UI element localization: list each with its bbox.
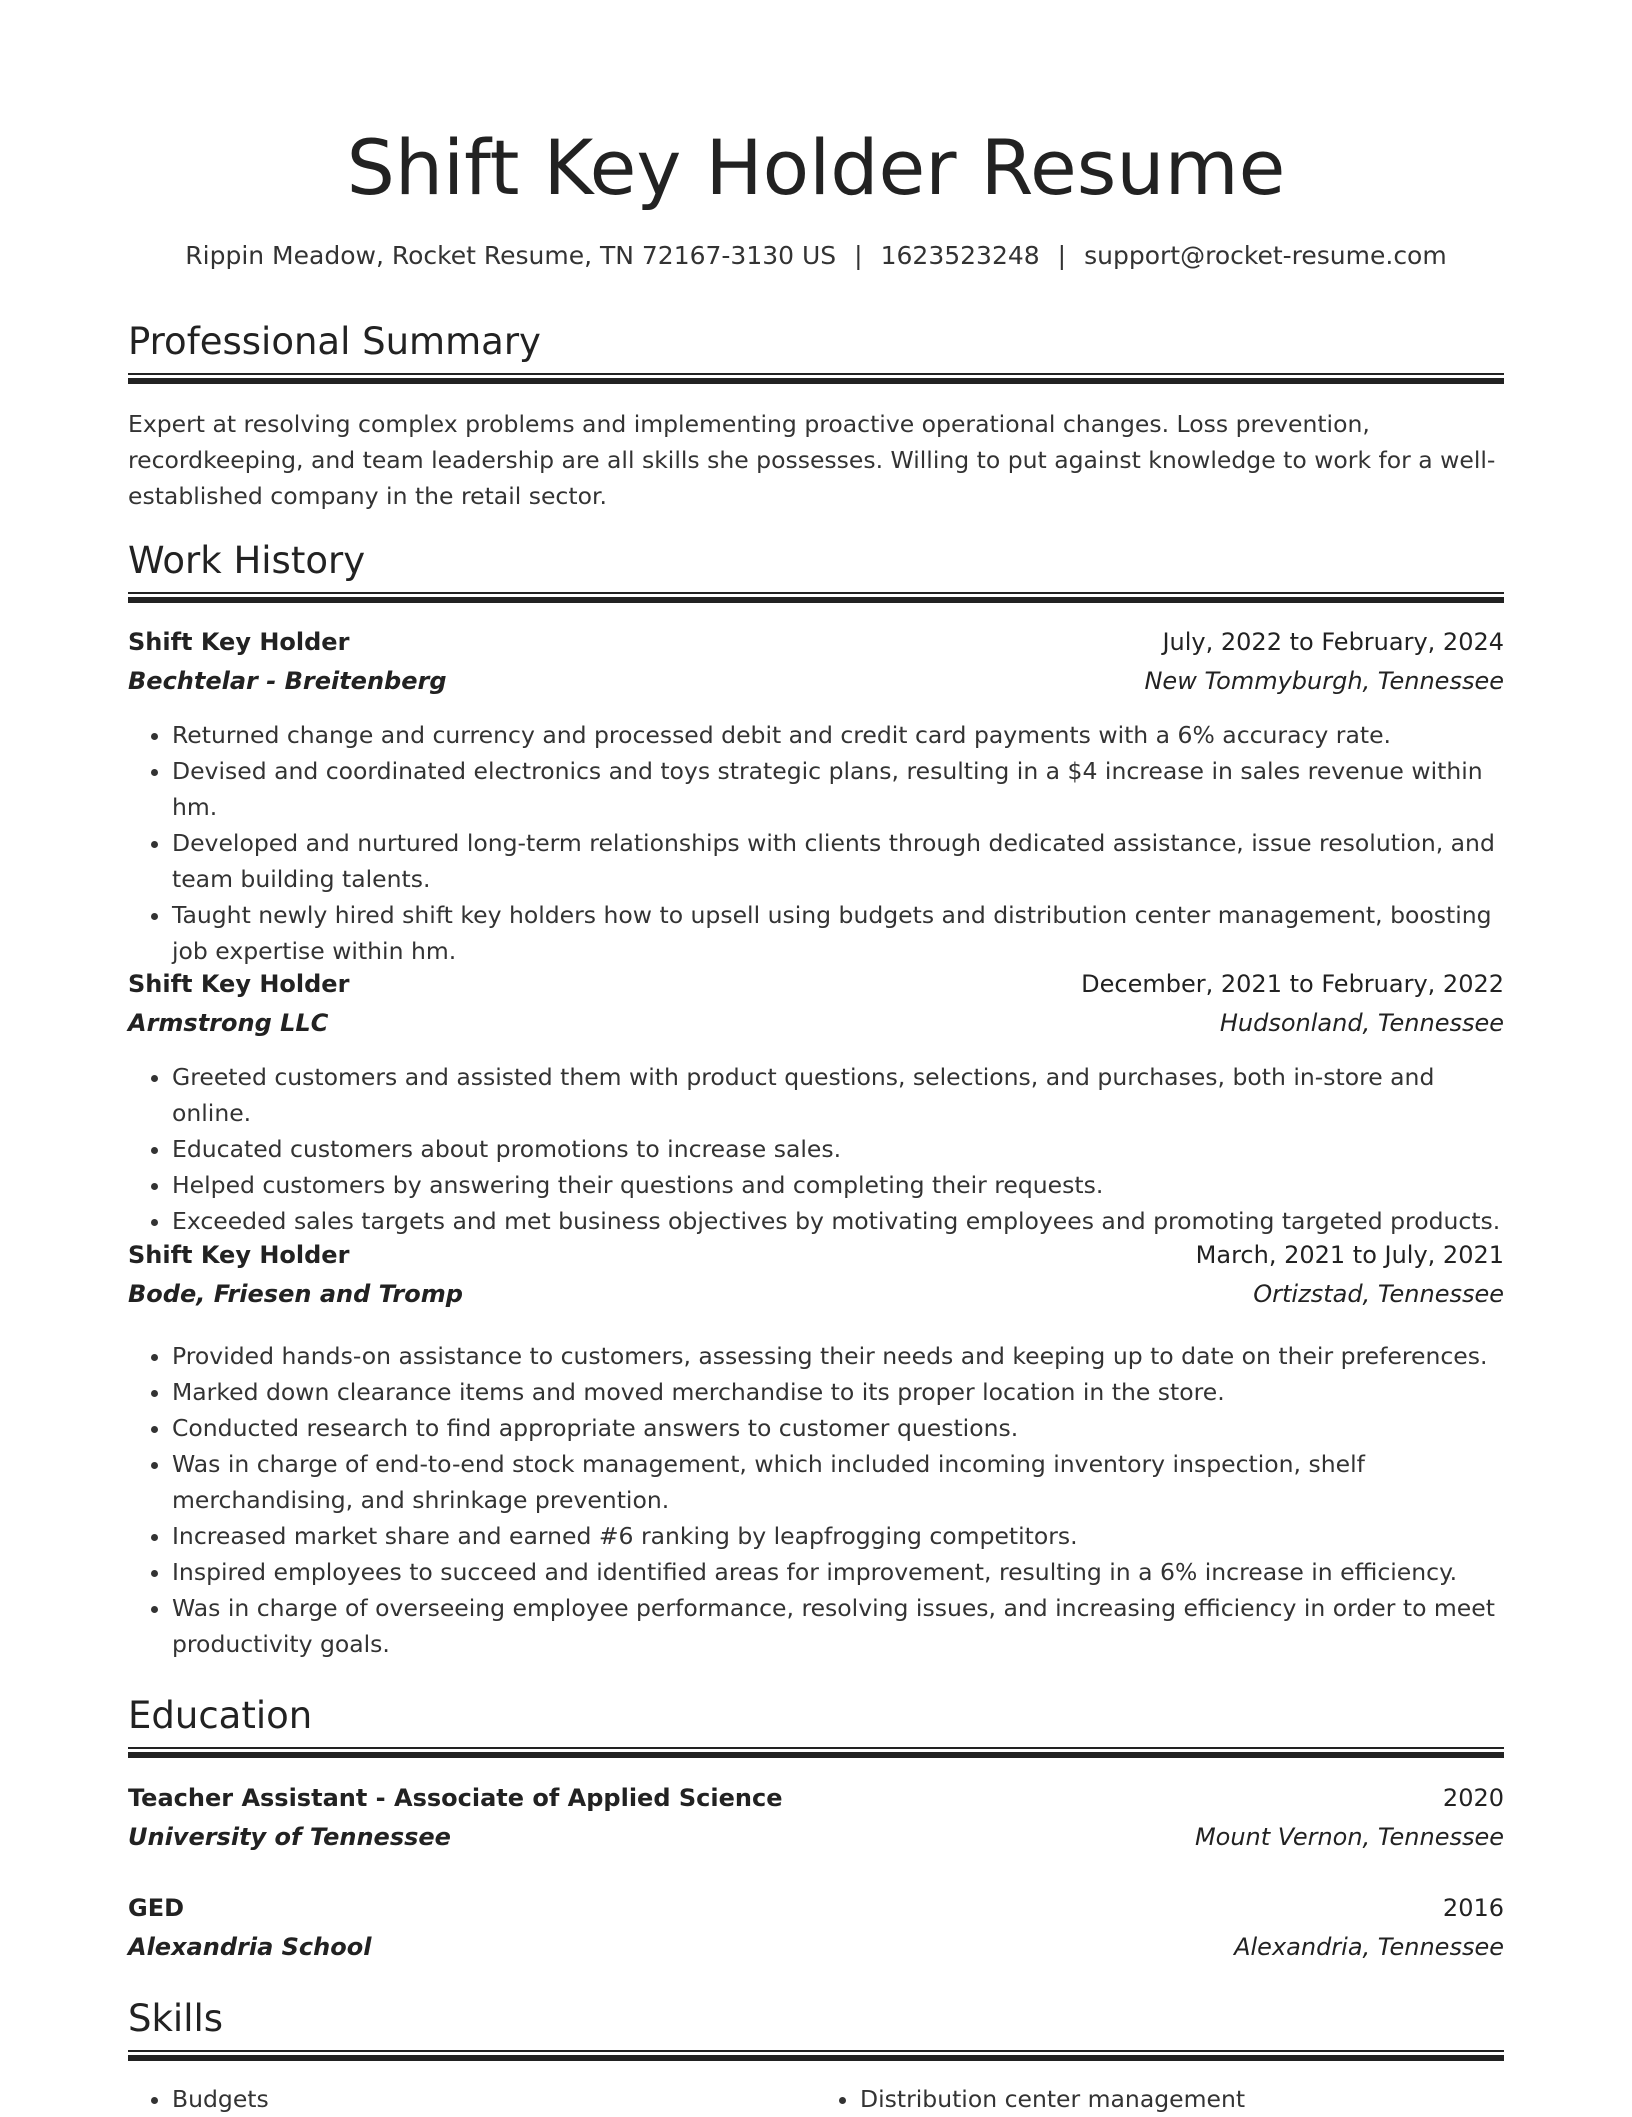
education-degree: Teacher Assistant - Associate of Applied Science [128, 1784, 783, 1812]
summary-heading: Professional Summary [128, 320, 541, 363]
education-degree: GED [128, 1894, 185, 1922]
job-header [128, 624, 1504, 660]
section-divider [128, 1747, 1504, 1758]
job-subheader [128, 1005, 1504, 1041]
list-item: • Inspired employees to succeed and identified areas for improvement, resulting in a 6% increase in efficiency. [172, 1554, 1504, 1590]
job-title: Shift Key Holder [128, 1241, 350, 1269]
list-item: • Provided hands-on assistance to customers, assessing their needs and keeping up to date on their preferences. [172, 1338, 1504, 1374]
job-dates: July, 2022 to February, 2024 [1162, 628, 1504, 656]
job-company: Bechtelar - Breitenberg [128, 667, 447, 695]
education-header [128, 1780, 1504, 1816]
contact-phone: 1623523248 [880, 241, 1040, 270]
list-item: • Developed and nurtured long-term relationships with clients through dedicated assistance, issue resolution, and team building talents. [172, 825, 1504, 897]
job-bullets [128, 1059, 1504, 1239]
contact-line [128, 238, 1504, 274]
contact-separator: | [854, 241, 863, 270]
list-item: • Helped customers by answering their questions and completing their requests. [172, 1167, 1504, 1203]
education-subheader [128, 1819, 1504, 1855]
job-title: Shift Key Holder [128, 628, 350, 656]
education-subheader [128, 1929, 1504, 1965]
work-history-heading: Work History [128, 539, 366, 582]
summary-text: Expert at resolving complex problems and implementing proactive operational changes. Loss prevention, recordkeeping, and team leadership are all skills she possesses. Willing to put against knowledge to work for a well-established company in the retail sector. [128, 410, 1496, 510]
education-school: Alexandria School [128, 1933, 372, 1961]
list-item: • Marked down clearance items and moved merchandise to its proper location in the store. [172, 1374, 1504, 1410]
job-location: Hudsonland, Tennessee [1219, 1009, 1504, 1037]
section-divider [128, 2050, 1504, 2061]
list-item: • Was in charge of end-to-end stock management, which included incoming inventory inspection, shelf merchandising, and shrinkage prevention. [172, 1446, 1504, 1518]
list-item: • Devised and coordinated electronics and toys strategic plans, resulting in a $4 increase in sales revenue within hm. [172, 753, 1504, 825]
job-company: Armstrong LLC [128, 1009, 329, 1037]
list-item: • Educated customers about promotions to increase sales. [172, 1131, 1504, 1167]
job-dates: December, 2021 to February, 2022 [1081, 970, 1504, 998]
job-subheader [128, 1276, 1504, 1312]
section-divider [128, 592, 1504, 603]
job-bullets [128, 1338, 1504, 1662]
education-school: University of Tennessee [128, 1823, 451, 1851]
list-item: • Taught newly hired shift key holders how to upsell using budgets and distribution center management, boosting job expertise within hm. [172, 897, 1504, 969]
job-company: Bode, Friesen and Tromp [128, 1280, 463, 1308]
job-header [128, 966, 1504, 1002]
skill-item: • Distribution center management [860, 2081, 1504, 2117]
job-dates: March, 2021 to July, 2021 [1195, 1241, 1504, 1269]
page-title: Shift Key Holder Resume [346, 123, 1286, 212]
list-item: • Greeted customers and assisted them with product questions, selections, and purchases, both in-store and online. [172, 1059, 1504, 1131]
job-header [128, 1237, 1504, 1273]
job-location: Ortizstad, Tennessee [1253, 1280, 1504, 1308]
list-item: • Returned change and currency and processed debit and credit card payments with a 6% accuracy rate. [172, 717, 1504, 753]
job-subheader [128, 663, 1504, 699]
list-item: • Conducted research to find appropriate answers to customer questions. [172, 1410, 1504, 1446]
list-item: • Exceeded sales targets and met business objectives by motivating employees and promoting targeted products. [172, 1203, 1504, 1239]
contact-email: support@rocket-resume.com [1084, 241, 1447, 270]
list-item: • Was in charge of overseeing employee performance, resolving issues, and increasing efficiency in order to meet productivity goals. [172, 1590, 1504, 1662]
job-bullets [128, 717, 1504, 969]
education-year: 2016 [1442, 1894, 1504, 1922]
education-location: Mount Vernon, Tennessee [1194, 1823, 1504, 1851]
skill-item: • Budgets [172, 2081, 816, 2117]
education-heading: Education [128, 1694, 313, 1737]
education-year: 2020 [1442, 1784, 1504, 1812]
education-location: Alexandria, Tennessee [1234, 1933, 1504, 1961]
job-title: Shift Key Holder [128, 970, 350, 998]
job-location: New Tommyburgh, Tennessee [1144, 667, 1504, 695]
section-divider [128, 373, 1504, 384]
contact-separator: | [1057, 241, 1067, 270]
contact-address: Rippin Meadow, Rocket Resume, TN 72167-3130 US [185, 241, 837, 270]
list-item: • Increased market share and earned #6 ranking by leapfrogging competitors. [172, 1518, 1504, 1554]
education-header [128, 1890, 1504, 1926]
skills-heading: Skills [128, 1997, 224, 2040]
